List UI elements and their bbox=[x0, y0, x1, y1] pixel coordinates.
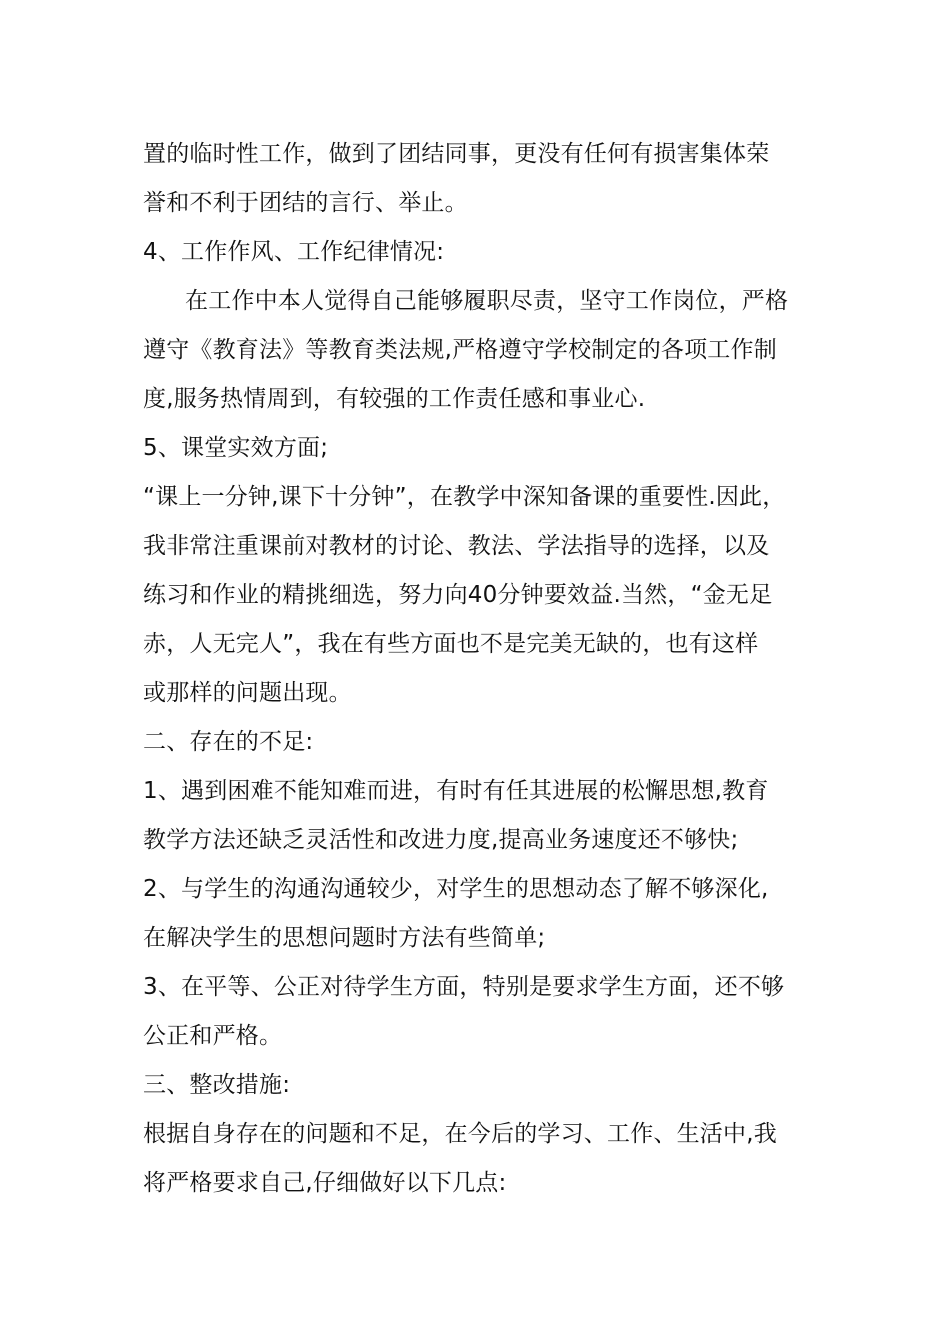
list-item: 2、与学生的沟通沟通较少，对学生的思想动态了解不够深化, bbox=[143, 876, 769, 902]
text-line: 誉和不利于团结的言行、举止。 bbox=[143, 190, 468, 216]
text-line: 我非常注重课前对教材的讨论、教法、学法指导的选择，以及 bbox=[143, 533, 770, 559]
text-line: 赤，人无完人”，我在有些方面也不是完美无缺的，也有这样 bbox=[143, 631, 759, 657]
section-heading: 三、整改措施: bbox=[143, 1072, 291, 1098]
list-item: 1、遇到困难不能知难而进，有时有任其进展的松懈思想,教育 bbox=[143, 778, 769, 804]
text-line: 在解决学生的思想问题时方法有些简单; bbox=[143, 925, 546, 951]
text-line: 或那样的问题出现。 bbox=[143, 680, 352, 706]
text-line: 将严格要求自己,仔细做好以下几点: bbox=[143, 1170, 507, 1196]
text-line: 度,服务热情周到，有较强的工作责任感和事业心. bbox=[143, 386, 646, 412]
text-line: 教学方法还缺乏灵活性和改进力度,提高业务速度还不够快; bbox=[143, 827, 739, 853]
text-line: 遵守《教育法》等教育类法规,严格遵守学校制定的各项工作制 bbox=[143, 337, 777, 363]
list-item: 3、在平等、公正对待学生方面，特别是要求学生方面，还不够 bbox=[143, 974, 785, 1000]
section-heading: 5、课堂实效方面; bbox=[143, 435, 329, 461]
text-line: 置的临时性工作，做到了团结同事，更没有任何有损害集体荣 bbox=[143, 141, 770, 167]
text-line: 在工作中本人觉得自己能够履职尽责，坚守工作岗位，严格 bbox=[185, 288, 789, 314]
text-line: 根据自身存在的问题和不足，在今后的学习、工作、生活中,我 bbox=[143, 1121, 777, 1147]
document-body bbox=[143, 130, 833, 1208]
text-line: “课上一分钟,课下十分钟”，在教学中深知备课的重要性.因此， bbox=[143, 484, 786, 510]
section-heading: 4、工作作风、工作纪律情况: bbox=[143, 239, 445, 265]
text-line: 公正和严格。 bbox=[143, 1023, 283, 1049]
section-heading: 二、存在的不足: bbox=[143, 729, 314, 755]
text-line: 练习和作业的精挑细选，努力向40分钟要效益.当然，“金无足 bbox=[143, 582, 773, 608]
